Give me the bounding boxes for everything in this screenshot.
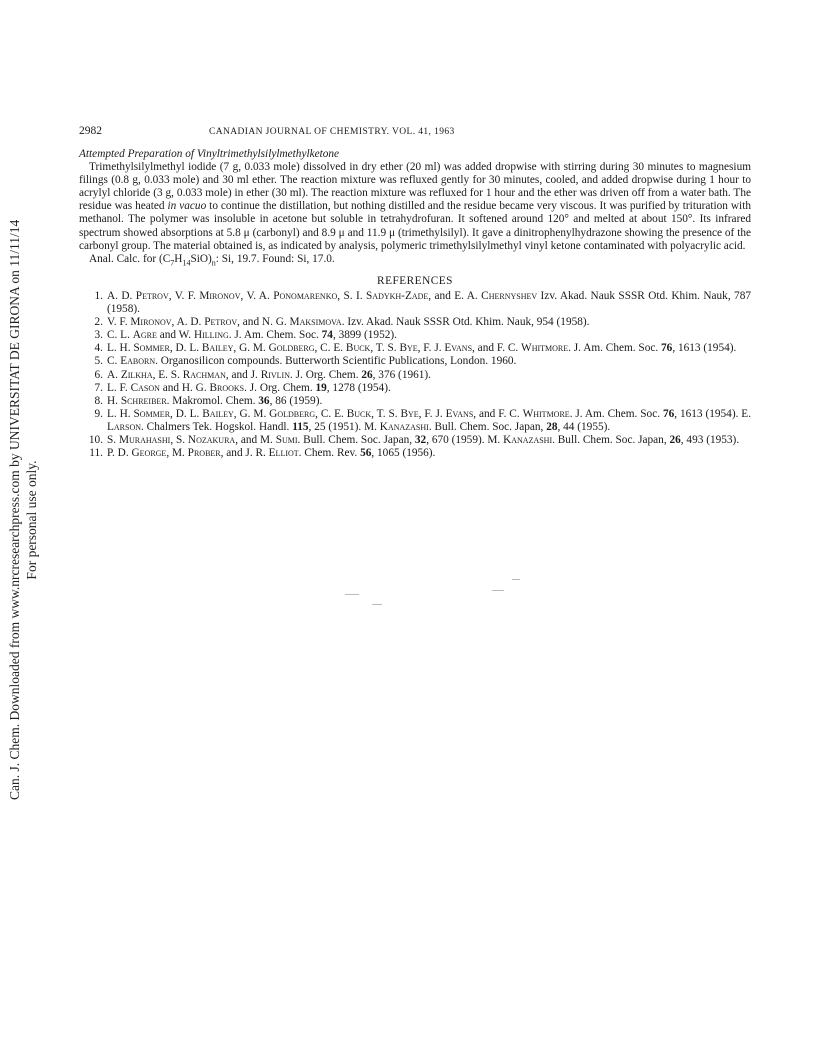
reference-item: 9. L. H. Sommer, D. L. Bailey, G. M. Goldberg, C. E. Buck, T. S. Bye, F. J. Evans, and F. C. Whitmore. J. Am. Chem. Soc. 76, 1613 (1954). E. Larson. Chalmers Tek. Hogskol. Handl. 115, 25 (1951). M. Kanazashi. Bull. Chem. Soc. Japan, 28, 44 (1955). bbox=[94, 407, 752, 433]
reference-item: 4. L. H. Sommer, D. L. Bailey, G. M. Goldberg, C. E. Buck, T. S. Bye, F. J. Evans, and F. C. Whitmore. J. Am. Chem. Soc. 76, 1613 (1954). bbox=[94, 342, 737, 355]
reference-list bbox=[79, 290, 751, 460]
reference-item: 6. A. Zilkha, E. S. Rachman, and J. Rivlin. J. Org. Chem. 26, 376 (1961). bbox=[94, 368, 432, 381]
watermark-line-1: Can. J. Chem. Downloaded from www.nrcresearchpress.com by UNIVERSITAT DE GIRONA on 11/11/14 bbox=[7, 219, 22, 800]
references-heading: REFERENCES bbox=[377, 274, 453, 287]
download-watermark bbox=[2, 219, 42, 800]
reference-item: 10. S. Murahashi, S. Nozakura, and M. Sumi. Bull. Chem. Soc. Japan, 32, 670 (1959). M. Kanazashi. Bull. Chem. Soc. Japan, 26, 493 (1953). bbox=[88, 433, 740, 446]
running-head bbox=[79, 125, 751, 143]
reference-item: 7. L. F. Cason and H. G. Brooks. J. Org. Chem. 19, 1278 (1954). bbox=[94, 381, 391, 394]
journal-page bbox=[79, 125, 751, 460]
scan-speck bbox=[372, 604, 382, 605]
analysis-line: Anal. Calc. for $(C_7H_{14}SiO)_n$: Si, 19.7. Found: Si, 17.0. bbox=[89, 252, 335, 267]
watermark-line-2: For personal use only. bbox=[24, 460, 39, 580]
reference-item: 1. A. D. Petrov, V. F. Mironov, V. A. Ponomarenko, S. I. Sadykh-Zade, and E. A. Chernyshev Izv. Akad. Nauk SSSR Otd. Khim. Nauk, 787 (1958). bbox=[94, 289, 751, 316]
reference-item: 2. V. F. Mironov, A. D. Petrov, and N. G. Maksimova. Izv. Akad. Nauk SSSR Otd. Khim. Nauk, 954 (1958). bbox=[94, 316, 590, 329]
section-title: Attempted Preparation of Vinyltrimethylsilylmethylketone bbox=[79, 148, 340, 160]
reference-item: 11. P. D. George, M. Prober, and J. R. Elliot. Chem. Rev. 56, 1065 (1956). bbox=[89, 447, 436, 460]
reference-item: 3. C. L. Agre and W. Hilling. J. Am. Chem. Soc. 74, 3899 (1952). bbox=[94, 329, 397, 342]
reference-item: 5. C. Eaborn. Organosilicon compounds. Butterworth Scientific Publications, London. 1960. bbox=[94, 355, 517, 368]
experimental-paragraph: Trimethylsilylmethyl iodide (7 g, 0.033 mole) dissolved in dry ether (20 ml) was added dropwise with stirring during 30 minutes to magnesium filings (0.8 g, 0.033 mole) and 30 ml ether. The reaction mixture was refluxed gently for 30 minutes, cooled, and added dropwise during 1 hour to acrylyl chloride (3 g, 0.033 mole) in ether (30 ml). The reaction mixture was refluxed for 1 hour and the ether was driven off from a water bath. The residue was heated in vacuo to continue the distillation, but nothing distilled and the residue became very viscous. It was purified by trituration with methanol. The polymer was insoluble in acetone but soluble in tetrahydrofuran. It softened around 120° and melted at about 150°. Its infrared spectrum showed absorptions at 5.8 μ (carbonyl) and 8.9 μ and 11.9 μ (trimethylsilyl). It gave a dinitrophenylhydrazone showing the presence of the carbonyl group. The material obtained is, as indicated by analysis, polymeric trimethylsilylmethyl vinyl ketone contaminated with polyacrylic acid. bbox=[79, 161, 751, 252]
scan-speck bbox=[492, 590, 504, 591]
scan-speck bbox=[512, 579, 520, 580]
reference-item: 8. H. Schreiber. Makromol. Chem. 36, 86 (1959). bbox=[94, 394, 323, 407]
page-number: 2982 bbox=[79, 125, 102, 137]
scan-speck bbox=[345, 594, 359, 595]
journal-title: CANADIAN JOURNAL OF CHEMISTRY. VOL. 41, 1963 bbox=[209, 127, 455, 137]
